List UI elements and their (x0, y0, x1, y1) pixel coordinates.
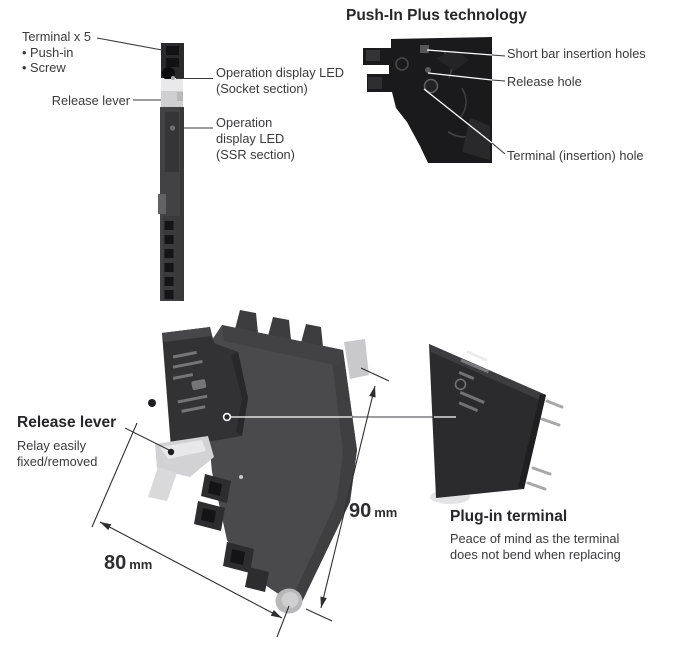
pushin-closeup-photo (363, 37, 492, 163)
terminal-count-group (22, 29, 91, 76)
dimension-90-value: 90 (349, 500, 372, 522)
led-ssr-callout: Operation display LED (SSR section) (216, 115, 295, 162)
plug-in-terminal-desc: Peace of mind as the terminal does not bend when replacing (450, 531, 621, 562)
dimension-arrow-80-end (271, 610, 282, 618)
led-socket-callout: Operation display LED (Socket section) (216, 65, 345, 96)
dimension-80-value: 80 (104, 552, 127, 574)
release-lever-feature-desc: Relay easily fixed/removed (17, 438, 98, 469)
leader-dot-release-lever (168, 449, 174, 455)
dimension-label-90mm (349, 500, 397, 523)
ssr-led-indicator (170, 125, 175, 130)
leader-terminal-hole (492, 143, 505, 154)
release-lever-feature-title: Release lever (17, 414, 117, 431)
dimension-arrow-80-start (100, 522, 111, 530)
dimension-90-unit: mm (374, 505, 398, 520)
release-lever-callout: Release lever (51, 93, 130, 108)
dimension-label-80mm (104, 552, 152, 575)
relay-side-view-photo (158, 43, 184, 301)
dimension-arrow-90-bottom (320, 597, 326, 609)
terminal-type-push-in: • Push-in (22, 44, 74, 60)
leader-short-bar (492, 55, 505, 56)
leader-release-lever-bottom (125, 428, 171, 451)
terminal-count-label: Terminal x 5 (22, 29, 91, 44)
leader-dot-plug-in (224, 414, 231, 421)
release-hole-callout: Release hole (507, 74, 582, 89)
terminal-type-screw: • Screw (22, 60, 66, 75)
leader-release-hole (492, 80, 505, 81)
short-bar-callout: Short bar insertion holes (507, 46, 646, 61)
relay-assembly-photo (148, 310, 372, 614)
plug-in-terminal-title: Plug-in terminal (450, 508, 568, 525)
push-in-plus-heading: Push-In Plus technology (346, 7, 527, 24)
dimension-arrow-90-top (369, 386, 375, 398)
terminal-hole-callout: Terminal (insertion) hole (507, 148, 644, 163)
dimension-80-unit: mm (129, 557, 153, 572)
plug-in-terminal-photo (429, 344, 562, 504)
socket-led-indicator (171, 76, 175, 80)
leader-terminal-x5 (97, 38, 162, 50)
